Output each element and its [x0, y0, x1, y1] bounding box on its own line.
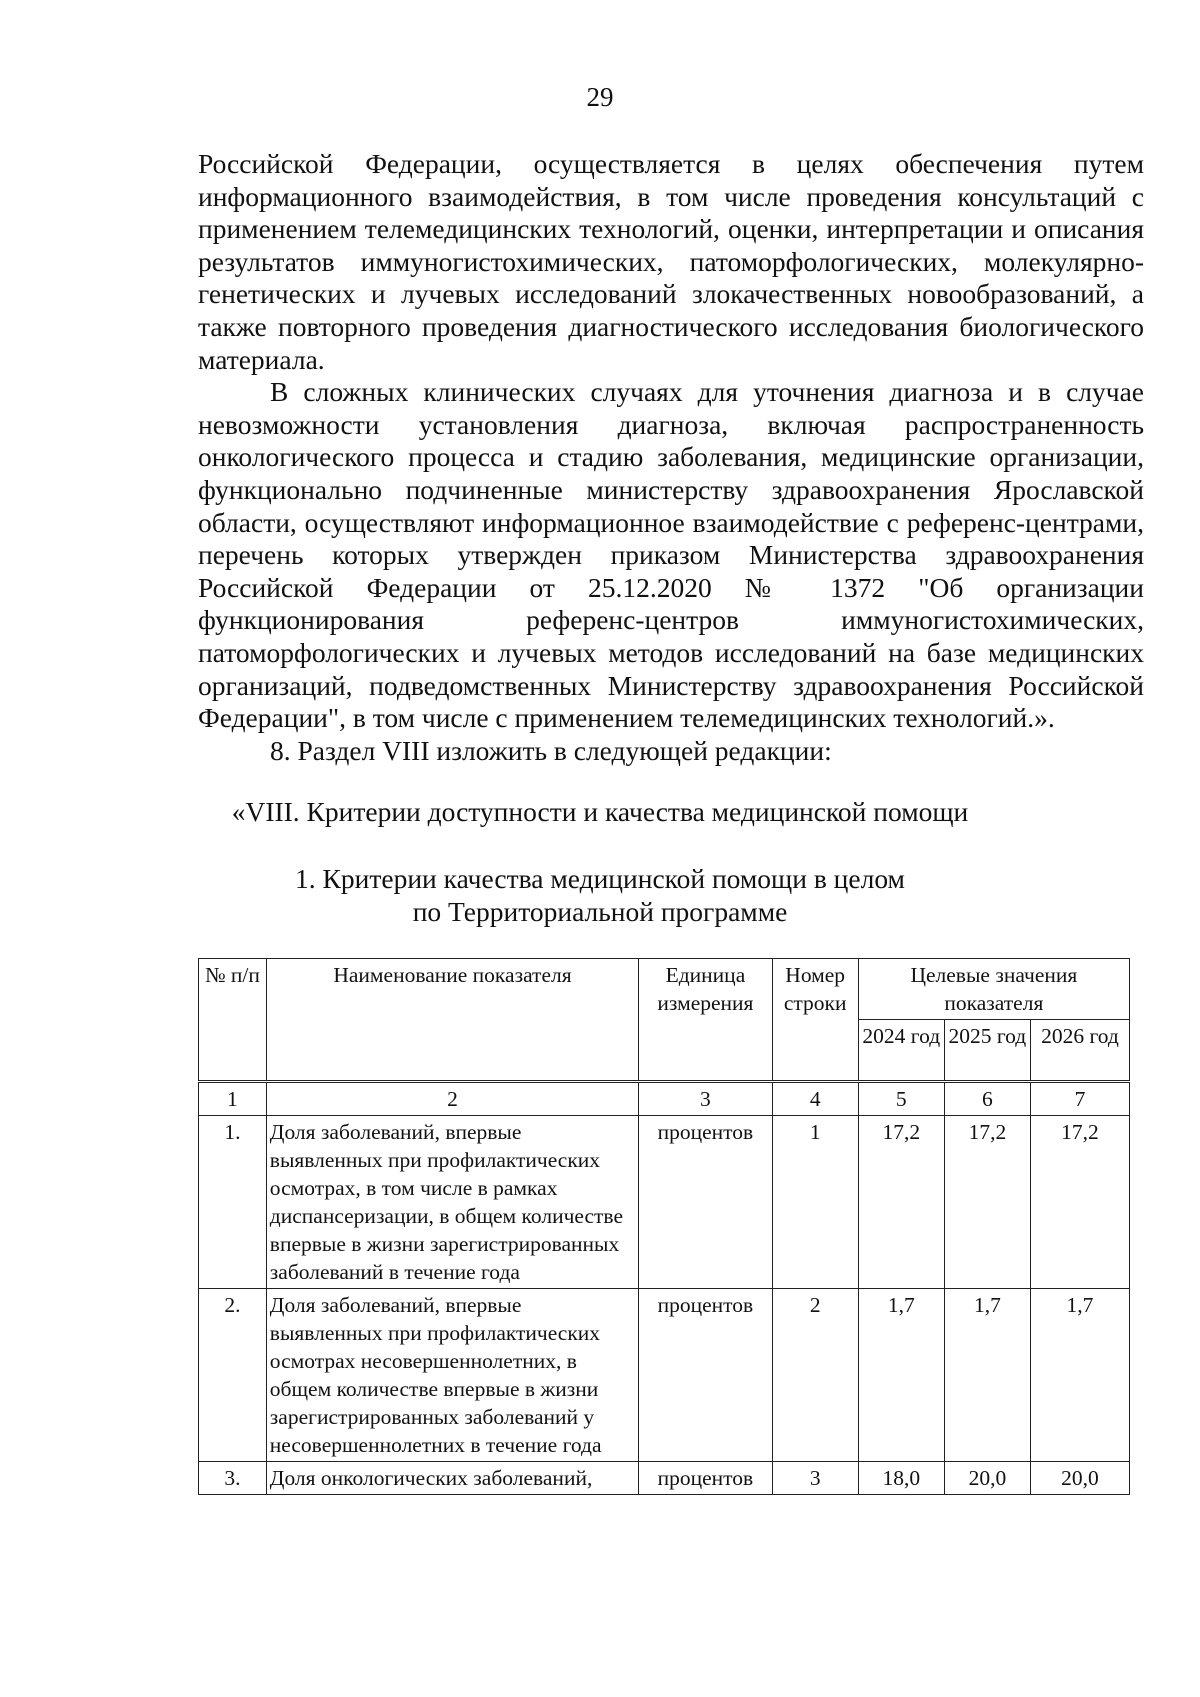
- column-number: 2: [266, 1082, 638, 1116]
- row-num: 3.: [199, 1462, 267, 1495]
- criteria-table: [198, 958, 1130, 1495]
- section-title: «VIII. Критерии доступности и качества медицинской помощи: [231, 796, 969, 827]
- row-value-2025: 20,0: [944, 1462, 1030, 1495]
- column-number: 3: [639, 1082, 772, 1116]
- paragraph-2: В сложных клинических случаях для уточнения диагноза и в случае невозможности установления диагноза, включая распространенность онкологического процесса и стадию заболевания, медицинские организации, функционально подчиненные министерству здравоохранения Ярославской области, осуществляют информационное взаимодействие с референс-центрами, перечень которых утвержден приказом Министерства здравоохранения Российской Федерации от 25.12.2020 № 1372 "Об организации функционирования референс-центров иммуногистохимических, патоморфологических и лучевых методов исследований на базе медицинских организаций, подведомственных Министерству здравоохранения Российской Федерации", в том числе с применением телемедицинских технологий.».: [198, 376, 1144, 734]
- column-number: 5: [858, 1082, 944, 1116]
- header-num: № п/п: [199, 959, 267, 1082]
- row-indicator-name: Доля заболеваний, впервые выявленных при профилактических осмотрах, в том числе в рамках диспансеризации, в общем количестве впервые в жизни зарегистрированных заболеваний в течение года: [266, 1116, 638, 1289]
- row-num: 2.: [199, 1289, 267, 1462]
- row-indicator-name: Доля заболеваний, впервые выявленных при профилактических осмотрах несовершеннолетних, в общем количестве впервые в жизни зарегистрированных заболеваний у несовершеннолетних в течение года: [266, 1289, 638, 1462]
- row-num: 1.: [199, 1116, 267, 1289]
- header-row-number: Номер строки: [772, 959, 858, 1082]
- row-unit: процентов: [639, 1462, 772, 1495]
- row-value-2026: 20,0: [1030, 1462, 1129, 1495]
- column-number: 1: [199, 1082, 267, 1116]
- header-unit: Единица измерения: [639, 959, 772, 1082]
- row-line-number: 1: [772, 1116, 858, 1289]
- header-year-2024: 2024 год: [858, 1020, 944, 1082]
- table-row: [199, 1289, 1130, 1462]
- column-number: 4: [772, 1082, 858, 1116]
- row-line-number: 3: [772, 1462, 858, 1495]
- header-targets: Целевые значения показателя: [858, 959, 1129, 1020]
- row-value-2024: 17,2: [858, 1116, 944, 1289]
- subsection-title-line-1: 1. Критерии качества медицинской помощи в целом: [295, 863, 905, 894]
- row-unit: процентов: [639, 1289, 772, 1462]
- row-value-2024: 1,7: [858, 1289, 944, 1462]
- column-number-row: [199, 1082, 1130, 1116]
- subsection-title-line-2: по Территориальной программе: [412, 896, 788, 927]
- row-value-2026: 1,7: [1030, 1289, 1129, 1462]
- header-row: [199, 959, 1130, 1020]
- row-line-number: 2: [772, 1289, 858, 1462]
- row-value-2025: 1,7: [944, 1289, 1030, 1462]
- row-unit: процентов: [639, 1116, 772, 1289]
- page-number: 29: [586, 82, 614, 112]
- column-number: 6: [944, 1082, 1030, 1116]
- header-name: Наименование показателя: [266, 959, 638, 1082]
- subsection-title: [0, 862, 1200, 928]
- header-year-2025: 2025 год: [944, 1020, 1030, 1082]
- row-value-2026: 17,2: [1030, 1116, 1129, 1289]
- header-year-2026: 2026 год: [1030, 1020, 1129, 1082]
- paragraph-1: Российской Федерации, осуществляется в целях обеспечения путем информационного взаимодействия, в том числе проведения консультаций с применением телемедицинских технологий, оценки, интерпретации и описания результатов иммуногистохимических, патоморфологических, молекулярно-генетических и лучевых исследований злокачественных новообразований, а также повторного проведения диагностического исследования биологического материала.: [198, 148, 1144, 375]
- body-text: [198, 148, 1144, 767]
- table-row: [199, 1462, 1130, 1495]
- column-number: 7: [1030, 1082, 1129, 1116]
- row-value-2024: 18,0: [858, 1462, 944, 1495]
- row-value-2025: 17,2: [944, 1116, 1030, 1289]
- row-indicator-name: Доля онкологических заболеваний,: [266, 1462, 638, 1495]
- paragraph-3: 8. Раздел VIII изложить в следующей редакции:: [270, 734, 832, 766]
- table-row: [199, 1116, 1130, 1289]
